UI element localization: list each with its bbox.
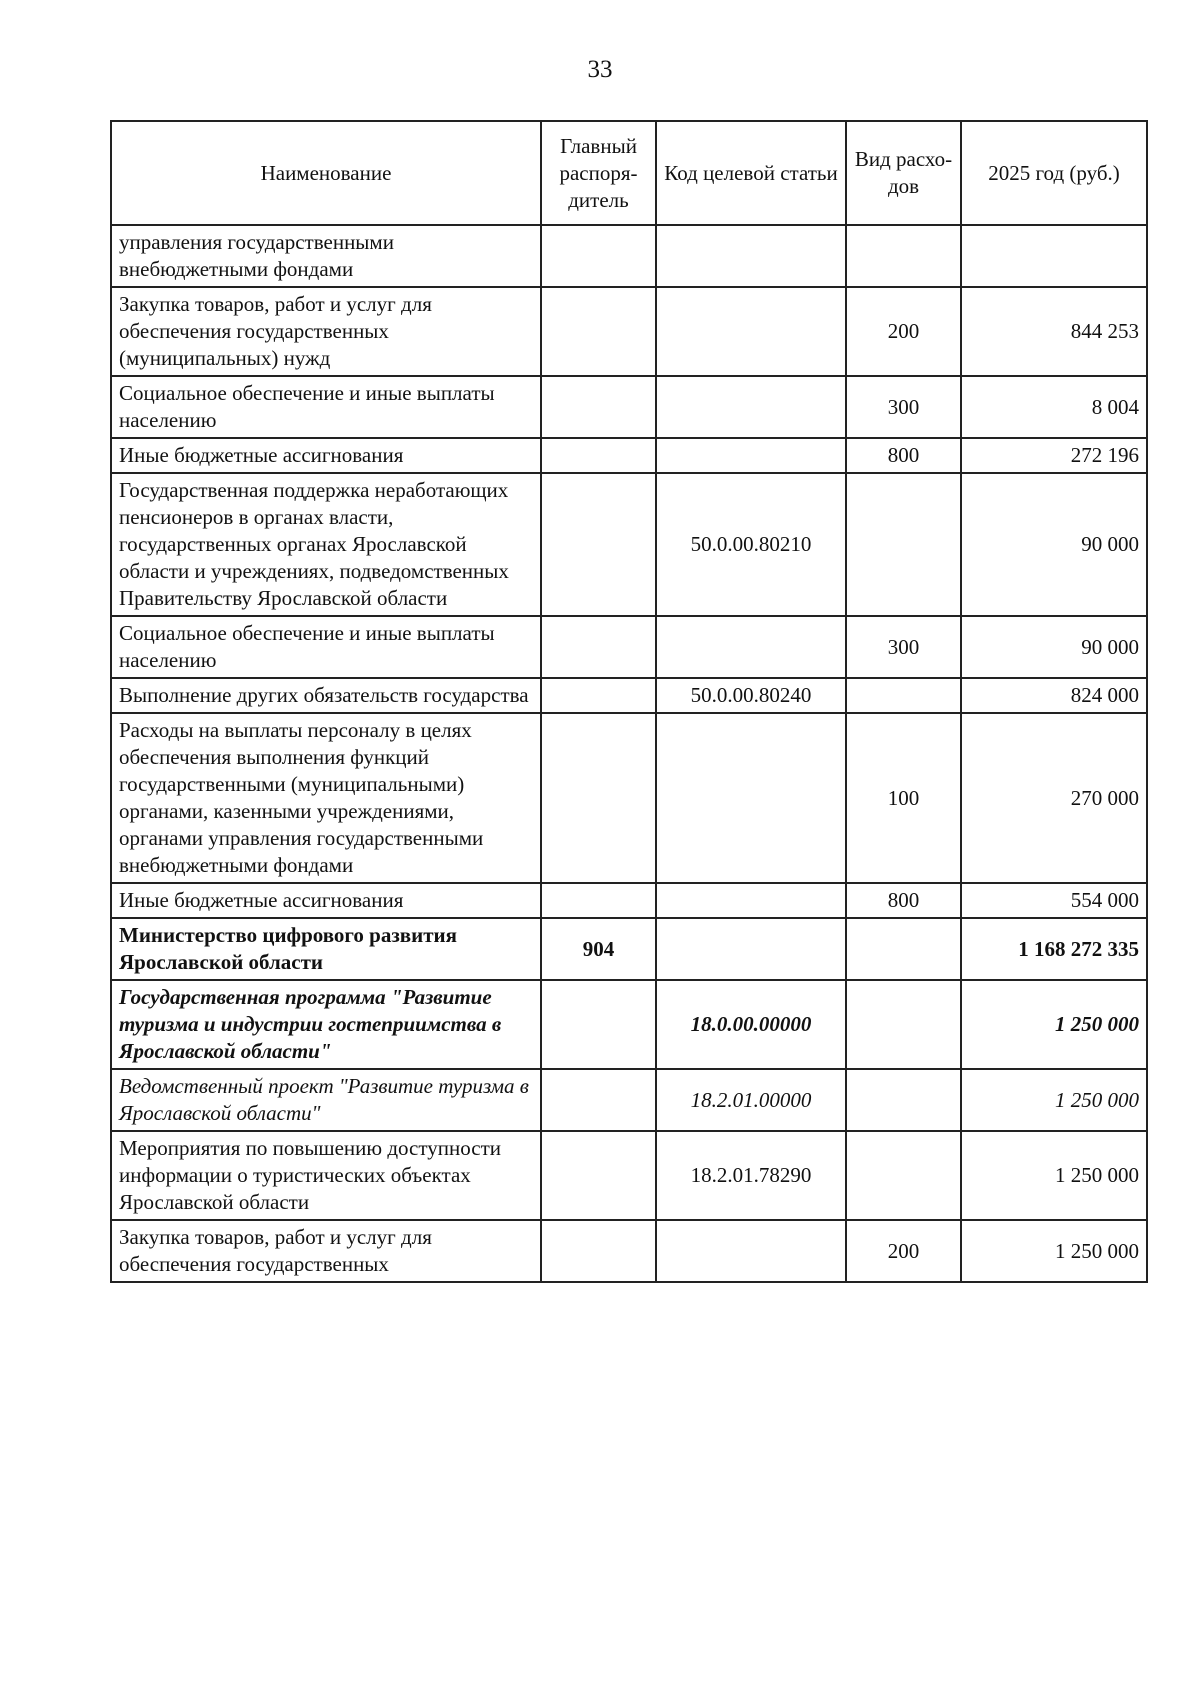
cell-type: 300: [846, 616, 961, 678]
cell-amount: 1 250 000: [961, 980, 1147, 1069]
cell-manager: [541, 473, 656, 616]
table-row: [111, 713, 1147, 883]
budget-table: [110, 120, 1148, 1283]
cell-code: [656, 1220, 846, 1282]
cell-amount: 1 250 000: [961, 1220, 1147, 1282]
header-year: 2025 год (руб.): [961, 121, 1147, 225]
table-row: [111, 1131, 1147, 1220]
cell-type: [846, 918, 961, 980]
cell-type: [846, 1069, 961, 1131]
cell-code: 18.2.01.00000: [656, 1069, 846, 1131]
cell-name: Мероприятия по повышению доступности информации о туристических объектах Ярославской области: [111, 1131, 541, 1220]
cell-type: 200: [846, 1220, 961, 1282]
cell-manager: [541, 1069, 656, 1131]
cell-name: Выполнение других обязательств государства: [111, 678, 541, 713]
cell-code: [656, 376, 846, 438]
table-row: [111, 225, 1147, 287]
cell-amount: 554 000: [961, 883, 1147, 918]
cell-code: 18.2.01.78290: [656, 1131, 846, 1220]
cell-type: 100: [846, 713, 961, 883]
cell-amount: 90 000: [961, 473, 1147, 616]
cell-name: Ведомственный проект "Развитие туризма в Ярославской области": [111, 1069, 541, 1131]
cell-type: [846, 225, 961, 287]
table-row: [111, 1069, 1147, 1131]
cell-manager: [541, 438, 656, 473]
cell-manager: [541, 287, 656, 376]
cell-name: Иные бюджетные ассигнования: [111, 438, 541, 473]
cell-manager: [541, 376, 656, 438]
cell-code: [656, 225, 846, 287]
cell-amount: [961, 225, 1147, 287]
cell-type: [846, 473, 961, 616]
cell-amount: 270 000: [961, 713, 1147, 883]
cell-code: [656, 438, 846, 473]
cell-name: управления государственными внебюджетными фондами: [111, 225, 541, 287]
cell-manager: [541, 713, 656, 883]
cell-type: [846, 678, 961, 713]
cell-code: [656, 883, 846, 918]
cell-type: 800: [846, 438, 961, 473]
cell-type: [846, 1131, 961, 1220]
cell-type: 300: [846, 376, 961, 438]
table-row: [111, 616, 1147, 678]
table-row: [111, 918, 1147, 980]
cell-amount: 1 250 000: [961, 1131, 1147, 1220]
cell-name: Расходы на выплаты персоналу в целях обеспечения выполнения функций государственными (муниципальными) органами, казенными учреждениями, органами управления государственными внебюджетными фондами: [111, 713, 541, 883]
cell-code: 18.0.00.00000: [656, 980, 846, 1069]
table-row: [111, 376, 1147, 438]
table-row: [111, 438, 1147, 473]
table-row: [111, 980, 1147, 1069]
cell-code: [656, 713, 846, 883]
table-row: [111, 678, 1147, 713]
header-type: Вид расхо-дов: [846, 121, 961, 225]
cell-code: [656, 287, 846, 376]
table-body: [111, 225, 1147, 1282]
header-code: Код целевой статьи: [656, 121, 846, 225]
cell-manager: 904: [541, 918, 656, 980]
cell-code: [656, 616, 846, 678]
cell-manager: [541, 1131, 656, 1220]
cell-amount: 1 250 000: [961, 1069, 1147, 1131]
header-manager: Главный распоря-дитель: [541, 121, 656, 225]
cell-code: 50.0.00.80210: [656, 473, 846, 616]
header-name: Наименование: [111, 121, 541, 225]
table-row: [111, 473, 1147, 616]
cell-name: Социальное обеспечение и иные выплаты населению: [111, 616, 541, 678]
cell-code: 50.0.00.80240: [656, 678, 846, 713]
cell-amount: 272 196: [961, 438, 1147, 473]
table-header-row: [111, 121, 1147, 225]
table-row: [111, 1220, 1147, 1282]
cell-manager: [541, 616, 656, 678]
cell-type: 200: [846, 287, 961, 376]
cell-code: [656, 918, 846, 980]
table-row: [111, 287, 1147, 376]
cell-name: Закупка товаров, работ и услуг для обеспечения государственных: [111, 1220, 541, 1282]
cell-manager: [541, 883, 656, 918]
cell-name: Министерство цифрового развития Ярославской области: [111, 918, 541, 980]
cell-name: Государственная программа "Развитие туризма и индустрии гостеприимства в Ярославской области": [111, 980, 541, 1069]
cell-amount: 1 168 272 335: [961, 918, 1147, 980]
cell-manager: [541, 1220, 656, 1282]
cell-name: Государственная поддержка неработающих пенсионеров в органах власти, государственных органах Ярославской области и учреждениях, подведомственных Правительству Ярославской области: [111, 473, 541, 616]
cell-type: [846, 980, 961, 1069]
table-row: [111, 883, 1147, 918]
cell-manager: [541, 980, 656, 1069]
cell-amount: 8 004: [961, 376, 1147, 438]
cell-amount: 90 000: [961, 616, 1147, 678]
cell-amount: 844 253: [961, 287, 1147, 376]
cell-manager: [541, 678, 656, 713]
cell-amount: 824 000: [961, 678, 1147, 713]
cell-name: Социальное обеспечение и иные выплаты населению: [111, 376, 541, 438]
cell-type: 800: [846, 883, 961, 918]
page-number: 33: [587, 56, 613, 83]
cell-name: Закупка товаров, работ и услуг для обеспечения государственных (муниципальных) нужд: [111, 287, 541, 376]
cell-manager: [541, 225, 656, 287]
cell-name: Иные бюджетные ассигнования: [111, 883, 541, 918]
